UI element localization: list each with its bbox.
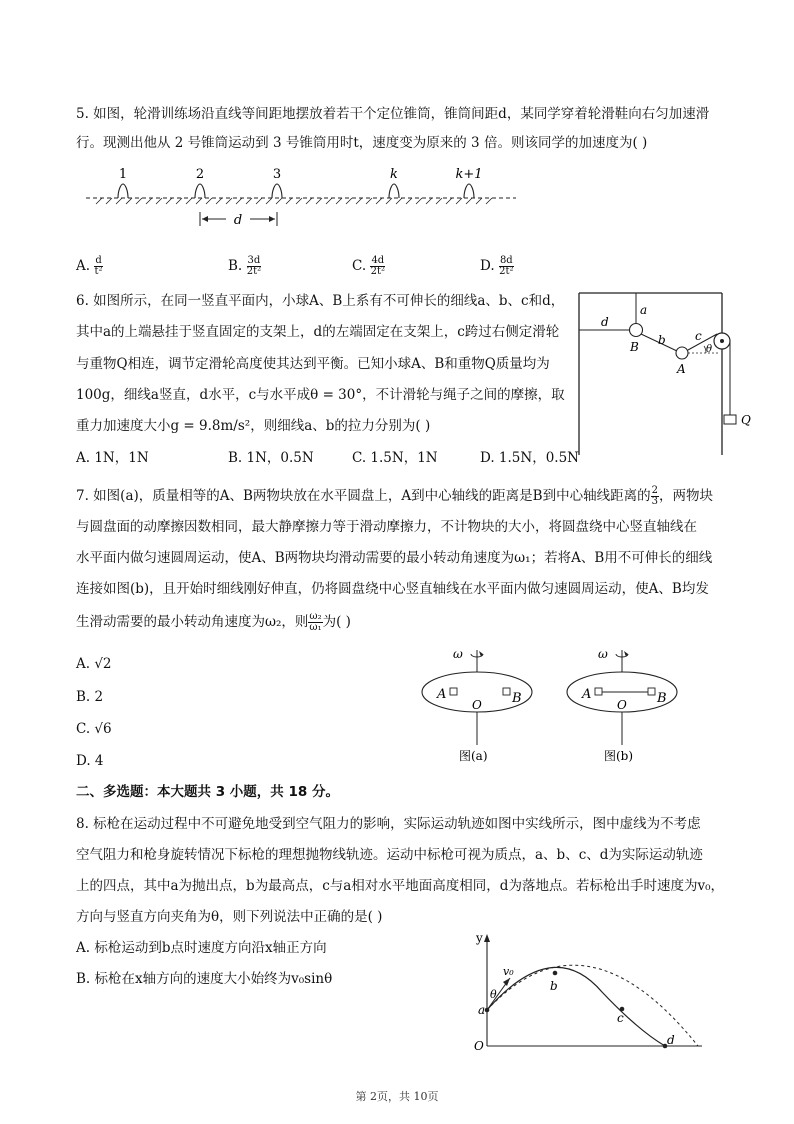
block-a — [450, 688, 457, 695]
label-y: y — [476, 931, 483, 945]
label-a: a — [640, 303, 648, 317]
label-o-right: O — [617, 698, 627, 712]
section-2-title: 二、多选题：本大题共 3 小题，共 18 分。 — [76, 784, 339, 800]
label-d: d — [601, 315, 609, 329]
ground-hatching — [96, 198, 492, 204]
q6-text-line5: 重力加速度大小g = 9.8m/s²，则细线a、b的拉力分别为( ) — [76, 418, 431, 434]
q6-option-b: B. 1N，0.5N — [228, 450, 314, 466]
label-a-left: A — [437, 687, 447, 702]
q6-text-line1: 6. 如图所示，在同一竖直平面内，小球A、B上系有不可伸长的细线a、b、c和d， — [76, 293, 565, 309]
cone-label-1: 1 — [118, 167, 128, 182]
label-c: c — [695, 329, 702, 343]
caption-a: 图(a) — [459, 749, 488, 763]
q8-option-a: A. 标枪运动到b点时速度方向沿x轴正方向 — [76, 940, 327, 956]
q6-text-line3: 与重物Q相连，调节定滑轮高度使其达到平衡。已知小球A、B和重物Q质量均为 — [76, 356, 550, 372]
q8-text-line4: 方向与竖直方向夹角为θ，则下列说法中正确的是( ) — [76, 909, 383, 925]
cone-1 — [118, 184, 128, 198]
q7-disk-figure — [415, 640, 705, 770]
ball-a — [676, 347, 688, 359]
label-q: Q — [741, 413, 751, 427]
q6-option-c: C. 1.5N，1N — [352, 450, 438, 466]
q6-text-line2: 其中a的上端悬挂于竖直固定的支架上，d的左端固定在支架上，c跨过右侧定滑轮 — [76, 324, 560, 340]
label-b: b — [658, 333, 666, 347]
q5-option-b: B. $\frac{3d}{\text{2t²}}$ — [228, 255, 262, 277]
block-b-b — [648, 688, 655, 695]
spacing-label-d: d — [233, 213, 243, 228]
label-v0: v₀ — [503, 965, 514, 978]
cone-3 — [272, 184, 282, 198]
omega-label-b: ω — [598, 647, 608, 661]
q5-text-line2: 行。现测出他从 2 号锥筒运动到 3 号锥筒用时t，速度变为原来的 3 倍。则该同学的加速度为( ) — [76, 135, 648, 151]
page-footer: 第 2页，共 10页 — [355, 1090, 439, 1103]
q6-pulley-figure — [576, 290, 776, 460]
q7-text-line5: 生滑动需要的最小转动角速度为ω₂，则 $\frac{\text{ω₂}}{\text{ω₁}}$ 为( ) — [76, 611, 351, 633]
string-c — [688, 334, 717, 350]
q8-trajectory-figure — [470, 930, 710, 1055]
label-ball-a: A — [677, 362, 686, 376]
q8-text-line2: 空气阻力和枪身旋转情况下标枪的理想抛物线轨迹。运动中标枪可视为质点，a、b、c、d为实际运动轨迹 — [76, 847, 703, 863]
q6-option-a: A. 1N，1N — [76, 450, 149, 466]
q7-text-line2: 与圆盘面的动摩擦因数相同，最大静摩擦力等于滑动摩擦力，不计物块的大小，将圆盘绕中心竖直轴线在 — [76, 519, 697, 535]
ball-b — [630, 324, 643, 337]
label-theta: θ — [490, 988, 497, 1001]
cone-label-3: 3 — [272, 167, 282, 182]
q7-text-line3: 水平面内做匀速圆周运动，使A、B两物块均滑动需要的最小转动角速度为ω₁；若将A、B用不可伸长的细线 — [76, 550, 713, 566]
point-b — [553, 971, 558, 976]
q8-text-line3: 上的四点，其中a为抛出点，b为最高点，c与a相对水平地面高度相同，d为落地点。若标枪出手时速度为v₀， — [76, 878, 724, 894]
q5-cone-figure — [86, 160, 526, 230]
label-a-right: A — [582, 687, 592, 702]
label-b-right: B — [657, 691, 667, 706]
label-a: a — [478, 1003, 486, 1017]
q7-text-line4: 连接如图(b)，且开始时细线刚好伸直，仍将圆盘绕中心竖直轴线在水平面内做匀速圆周运动，使A、B均发 — [76, 581, 709, 597]
label-o-left: O — [472, 698, 482, 712]
q5-option-d: D. $\frac{8d}{\text{2t²}}$ — [480, 255, 514, 277]
block-b — [503, 688, 510, 695]
cone-k — [389, 184, 399, 198]
label-b: b — [550, 979, 558, 993]
weight-q — [724, 415, 736, 424]
label-b-left: B — [512, 691, 522, 706]
label-c: c — [617, 1011, 624, 1025]
q6-option-d: D. 1.5N，0.5N — [480, 450, 579, 466]
omega-label-a: ω — [453, 647, 463, 661]
q8-option-b: B. 标枪在x轴方向的速度大小始终为v₀sinθ — [76, 971, 333, 987]
block-a-b — [595, 688, 602, 695]
point-a — [485, 1008, 490, 1013]
cone-label-2: 2 — [195, 167, 205, 182]
q7-omega-ratio: $\frac{\text{ω₂}}{\text{ω₁}}$ — [309, 611, 322, 633]
label-origin: O — [474, 1039, 484, 1053]
q7-text-line1: 7. 如图(a)，质量相等的A、B两物块放在水平圆盘上，A到中心轴线的距离是B到中心轴线距离的 $\frac{2}{3}$ ，两物块 — [76, 485, 713, 507]
label-ball-b: B — [630, 340, 639, 354]
q7-option-b: B. 2 — [76, 689, 104, 705]
cone-label-k: k — [390, 167, 398, 182]
label-d: d — [667, 1033, 675, 1047]
actual-trajectory — [487, 967, 665, 1046]
q7-fraction-two-thirds: $\frac{2}{3}$ — [651, 485, 658, 507]
q5-option-c: C. $\frac{4d}{\text{2t²}}$ — [352, 255, 386, 277]
q7-option-c: C. √6 — [76, 721, 112, 737]
cone-2 — [195, 184, 205, 198]
q5-text-line1: 5. 如图，轮滑训练场沿直线等间距地摆放着若干个定位锥筒，锥筒间距d，某同学穿着轮滑鞋向右匀加速滑 — [76, 106, 710, 122]
caption-b: 图(b) — [604, 749, 634, 763]
label-theta: θ — [706, 344, 713, 355]
cone-k1 — [464, 184, 474, 198]
disk-b — [567, 647, 677, 763]
cone-label-k1: k+1 — [455, 167, 483, 182]
q5-option-a: A. $\frac{d}{\text{t²}}$ — [76, 255, 103, 277]
q7-option-d: D. 4 — [76, 753, 104, 769]
q6-text-line4: 100g，细线a竖直，d水平，c与水平成θ = 30°，不计滑轮与绳子之间的摩擦，取 — [76, 387, 565, 403]
disk-a — [422, 647, 532, 763]
q8-text-line1: 8. 标枪在运动过程中不可避免地受到空气阻力的影响，实际运动轨迹如图中实线所示，图中虚线为不考虑 — [76, 816, 701, 832]
q7-option-a: A. √2 — [76, 656, 112, 672]
